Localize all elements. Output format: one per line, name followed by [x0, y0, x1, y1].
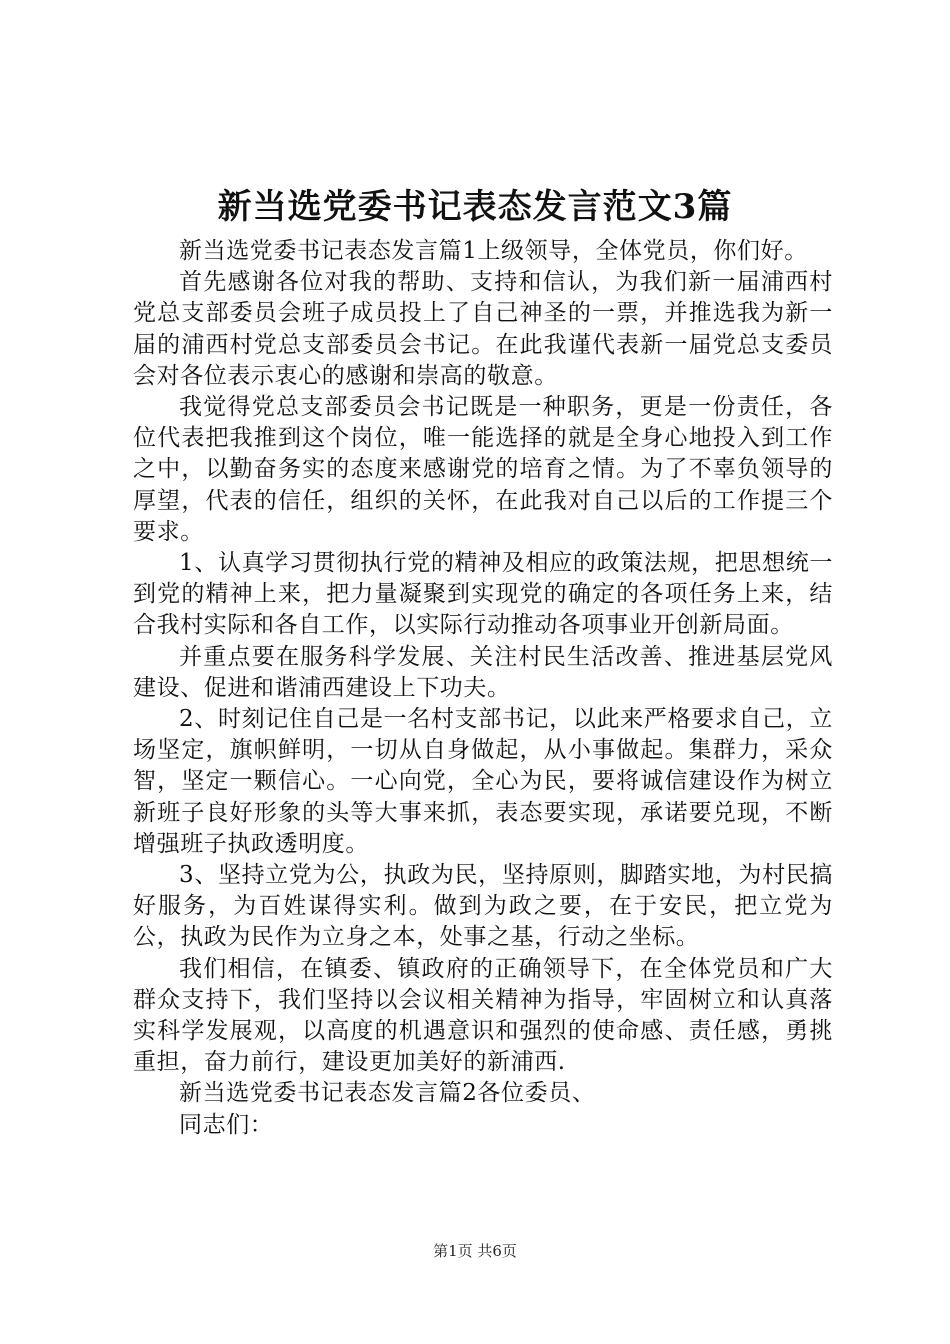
paragraph-responsibility: 我觉得党总支部委员会书记既是一种职务，更是一份责任，各位代表把我推到这个岗位，唯一能选择的就是全身心地投入到工作之中，以勤奋务实的态度来感谢党的培育之情。为了不辜负领导的厚望，代表的信任，组织的关怀，在此我对自己以后的工作提三个要求。 [133, 394, 833, 545]
paragraph-requirement-3: 3、坚持立党为公，执政为民，坚持原则，脚踏实地，为村民搞好服务，为百姓谋得实利。做到为政之要，在于安民，把立党为公，执政为民作为立身之本，处事之基，行动之坐标。 [133, 862, 833, 951]
page-number-footer: 第1页 共6页 [433, 1242, 517, 1260]
paragraph-thanks: 首先感谢各位对我的帮助、支持和信认，为我们新一届浦西村党总支部委员会班子成员投上了自己神圣的一票，并推选我为新一届的浦西村党总支部委员会书记。在此我谨代表新一届党总支委员会对各位表示衷心的感谢和崇高的敬意。 [133, 269, 833, 389]
paragraph-comrades: 同志们： [179, 1111, 274, 1138]
paragraph-conclusion: 我们相信，在镇委、镇政府的正确领导下，在全体党员和广大群众支持下，我们坚持以会议相关精神为指导，牢固树立和认真落实科学发展观，以高度的机遇意识和强烈的使命感、责任感，勇挑重担，奋力前行，建设更加美好的新浦西. [133, 955, 833, 1076]
paragraph-greeting: 新当选党委书记表态发言篇1上级领导，全体党员，你们好。 [179, 238, 808, 264]
paragraph-requirement-1: 1、认真学习贯彻执行党的精神及相应的政策法规，把思想统一到党的精神上来，把力量凝聚到实现党的确定的各项任务上来，结合我村实际和各自工作，以实际行动推动各项事业开创新局面。 [133, 550, 833, 639]
document-body [133, 236, 833, 1141]
paragraph-focus: 并重点要在服务科学发展、关注村民生活改善、推进基层党风建设、促进和谐浦西建设上下功夫。 [133, 643, 833, 701]
document-title: 新当选党委书记表态发言范文3篇 [217, 187, 733, 227]
paragraph-requirement-2: 2、时刻记住自己是一名村支部书记，以此来严格要求自己，立场坚定，旗帜鲜明，一切从自身做起，从小事做起。集群力，采众智，坚定一颗信心。一心向党，全心为民，要将诚信建设作为树立新班子良好形象的头等大事来抓，表态要实现，承诺要兑现，不断增强班子执政透明度。 [133, 706, 833, 857]
paragraph-speech-2-heading: 新当选党委书记表态发言篇2各位委员、 [179, 1080, 596, 1107]
